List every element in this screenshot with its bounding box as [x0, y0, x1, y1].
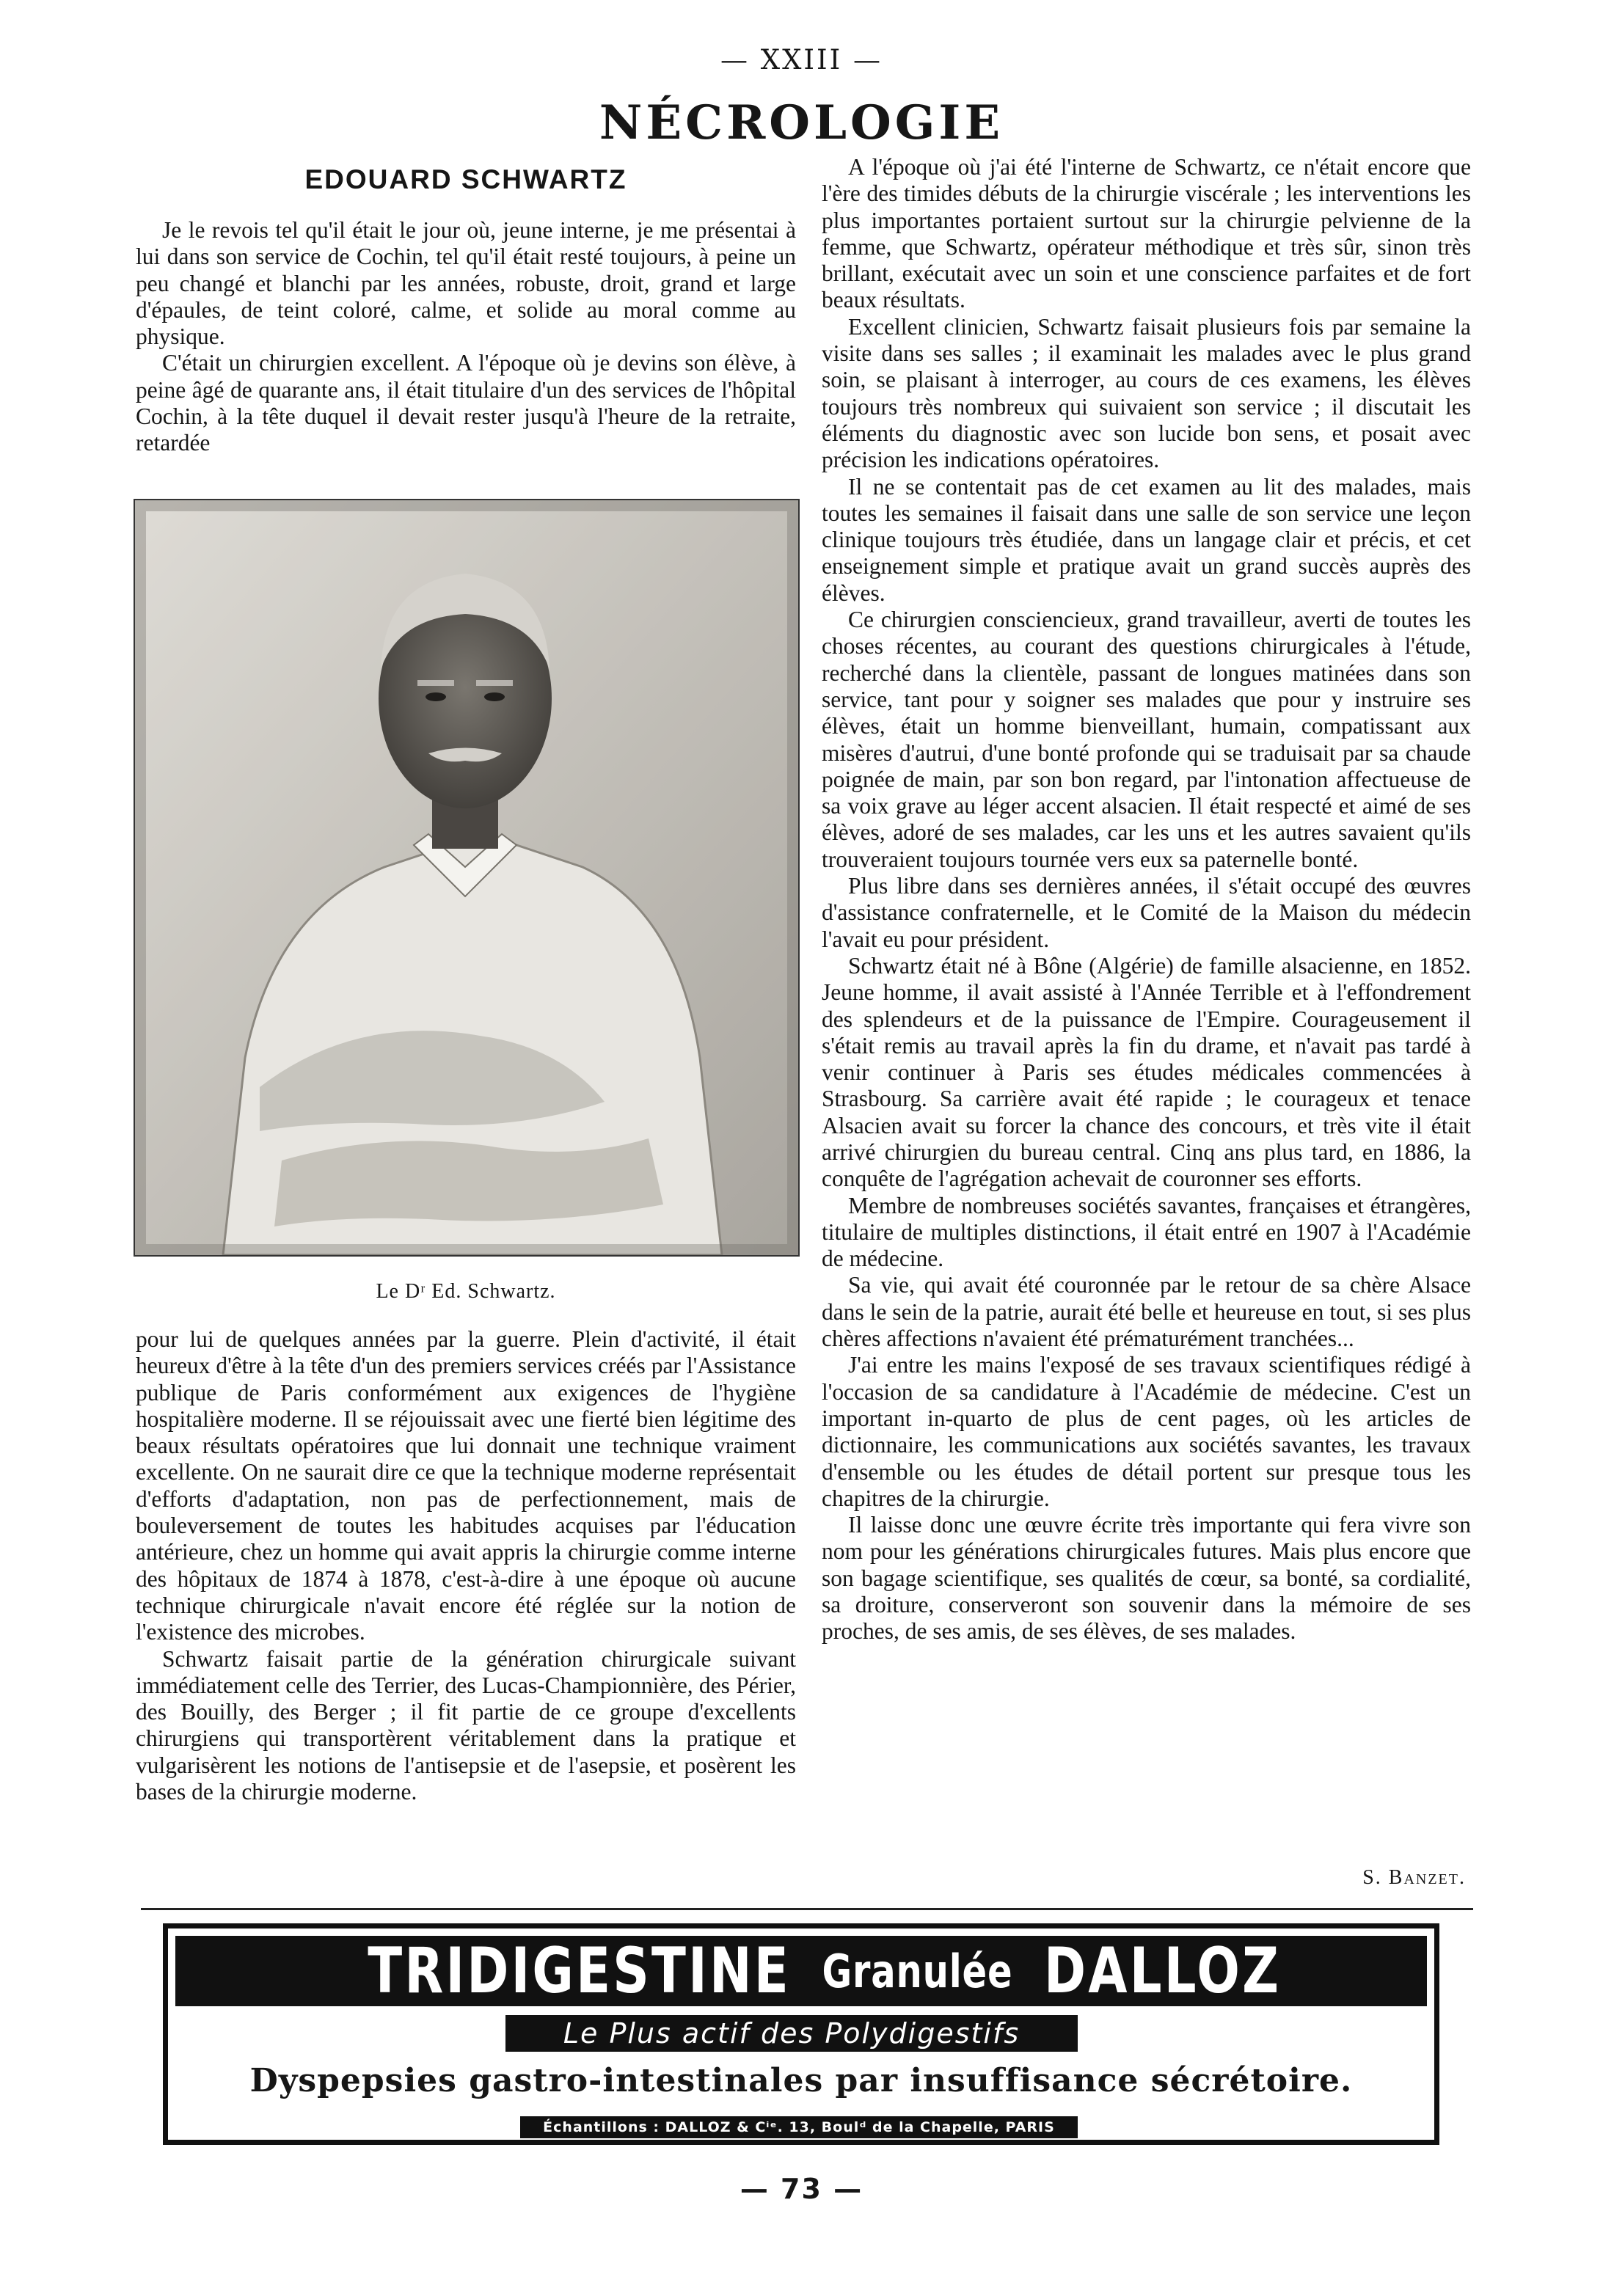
- left-column-bottom: [136, 1326, 796, 1898]
- roman-page-number: — XXIII —: [720, 44, 883, 76]
- paragraph: C'était un chirurgien excellent. A l'époque où je devins son élève, à peine âgé de quarante ans, il était titulaire d'un des services de l'hôpital Cochin, à la tête duquel il devait rester jusqu'à l'heure de la retraite, retardée: [136, 350, 796, 456]
- separator-rule: [141, 1908, 1473, 1910]
- ad-maker: DALLOZ: [1043, 1936, 1282, 2006]
- ad-slogan: Le Plus actif des Polydigestifs: [505, 2015, 1078, 2052]
- article-title: EDOUARD SCHWARTZ: [304, 164, 627, 194]
- page-folio: — 73 —: [740, 2173, 863, 2205]
- paragraph: Il laisse donc une œuvre écrite très importante qui fera vivre son nom pour les générations chirurgicales futures. Mais plus encore que son bagage scientifique, ses qualités de cœur, sa bonté, sa cordialité, sa droiture, conserveront son souvenir dans la mémoire de ses proches, de ses amis, de ses élèves, de ses malades.: [822, 1512, 1471, 1645]
- paragraph: Schwartz faisait partie de la génération chirurgicale suivant immédiatement celle des Terrier, des Lucas-Championnière, des Périer, des Bouilly, des Berger ; il fit partie de ce groupe d'excellents chirurgiens qui transportèrent véritablement dans la pratique et vulgarisèrent les notions de l'antisepsie et de l'asepsie, et posèrent les bases de la chirurgie moderne.: [136, 1645, 796, 1805]
- paragraph: Sa vie, qui avait été couronnée par le retour de sa chère Alsace dans le sein de la patrie, aurait été belle et heureuse en tout, si ses plus chères affections n'avaient été prématurément tranchées...: [822, 1272, 1471, 1352]
- ad-granule: Granulée: [822, 1944, 1013, 1998]
- paragraph: pour lui de quelques années par la guerre. Plein d'activité, il était heureux d'être à la tête d'un des premiers services créés par l'Assistance publique de Paris conformément aux exigences de l'hygiène hospitalière moderne. Il se réjouissait avec une fierté bien légitime des beaux résultats opératoires que lui donnait une technique vraiment excellente. On ne saurait dire ce que la technique moderne représentait d'efforts d'adaptation, non pas de perfectionnement, mais de bouleversement de toutes les habitudes acquises par l'éducation antérieure, chez un homme qui avait appris la chirurgie comme interne des hôpitaux de 1874 à 1878, c'est-à-dire à une époque où aucune technique chirurgicale n'avait encore été réglée sur la notion de l'existence des microbes.: [136, 1326, 796, 1645]
- author-signature: S. Banzet.: [1362, 1866, 1466, 1889]
- ad-indication: Dyspepsies gastro-intestinales par insuffisance sécrétoire.: [249, 2062, 1353, 2099]
- paragraph: Schwartz était né à Bône (Algérie) de famille alsacienne, en 1852. Jeune homme, il avait assisté à l'Année Terrible et à l'effondrement des splendeurs et de la puissance de l'Empire. Courageusement il s'était remis au travail après la fin du drame, et n'avait pas tardé à venir continuer à Paris ses études médicales commencées à Strasbourg. Sa carrière avait été rapide ; le courageux et tenace Alsacien avait su forcer la chance des concours, et très vite il était arrivé chirurgien du bureau central. Cinq ans plus tard, en 1886, la conquête de l'agrégation achevait de couronner ses efforts.: [822, 952, 1471, 1192]
- portrait-illustration: [135, 500, 798, 1255]
- right-column: [822, 154, 1471, 1893]
- paragraph: Excellent clinicien, Schwartz faisait plusieurs fois par semaine la visite dans ses salles ; il examinait les malades avec le plus grand soin, se plaisant à interroger, au cours de ces examens, les élèves toujours très nombreux qui suivaient son service ; il discutait les éléments du diagnostic avec son lucide bon sens, et posait avec précision les indications opératoires.: [822, 313, 1471, 473]
- photo-caption: Le Dʳ Ed. Schwartz.: [376, 1280, 556, 1303]
- paragraph: Membre de nombreuses sociétés savantes, françaises et étrangères, titulaire de multiples distinctions, il était entré en 1907 à l'Académie de médecine.: [822, 1192, 1471, 1272]
- paragraph: Il ne se contentait pas de cet examen au lit des malades, mais toutes les semaines il faisait dans une salle de son service une leçon clinique toujours très étudiée, dans un langage clair et précis, et cet enseignement simple et pratique avait un grand succès auprès des élèves.: [822, 473, 1471, 606]
- section-title: NÉCROLOGIE: [599, 95, 1004, 150]
- paragraph: Je le revois tel qu'il était le jour où, jeune interne, je me présentai à lui dans son service de Cochin, tel qu'il était resté toujours, à peine un peu changé et blanchi par les années, robuste, droit, grand et large d'épaules, de teint coloré, calme, et solide au moral comme au physique.: [136, 217, 796, 350]
- advertisement: [163, 1923, 1439, 2145]
- ad-brand: TRIDIGESTINE: [368, 1936, 792, 2006]
- ad-samples-address: Échantillons : DALLOZ & Cⁱᵉ. 13, Boulᵈ de la Chapelle, PARIS: [520, 2116, 1078, 2138]
- paragraph: Ce chirurgien consciencieux, grand travailleur, averti de toutes les choses récentes, au courant des questions chirurgicales à l'étude, recherché dans la clientèle, passant de longues matinées dans son service, tant pour y soigner ses malades que pour y instruire ses élèves, était un homme bienveillant, humain, compatissant aux misères d'autrui, d'une bonté profonde qui se traduisait par sa chaude poignée de main, par son bon regard, par l'intonation affectueuse de sa voix grave au léger accent alsacien. Il était respecté et aimé de ses élèves, adoré de ses malades, car les uns et les autres savaient qu'ils trouveraient toujours tournée vers eux sa paternelle bonté.: [822, 607, 1471, 872]
- paragraph: A l'époque où j'ai été l'interne de Schwartz, ce n'était encore que l'ère des timides débuts de la chirurgie viscérale ; les interventions les plus importantes portaient surtout sur la chirurgie pelvienne de la femme, que Schwartz, opérateur méthodique et très sûr, sinon très brillant, exécutait avec un soin et une conscience parfaites et de fort beaux résultats.: [822, 154, 1471, 313]
- ad-headline: [175, 1936, 1427, 2006]
- paragraph: J'ai entre les mains l'exposé de ses travaux scientifiques rédigé à l'occasion de sa candidature à l'Académie de médecine. C'est un important in-quarto de plus de cent pages, où les articles de dictionnaire, les communications aux sociétés savantes, les travaux d'ensemble ou les études de détail portent sur presque tous les chapitres de la chirurgie.: [822, 1352, 1471, 1511]
- portrait-photo: [134, 499, 800, 1257]
- paragraph: Plus libre dans ses dernières années, il s'était occupé des œuvres d'assistance confraternelle, et le Comité de la Maison du médecin l'avait eu pour président.: [822, 873, 1471, 952]
- left-column-top: [136, 217, 796, 497]
